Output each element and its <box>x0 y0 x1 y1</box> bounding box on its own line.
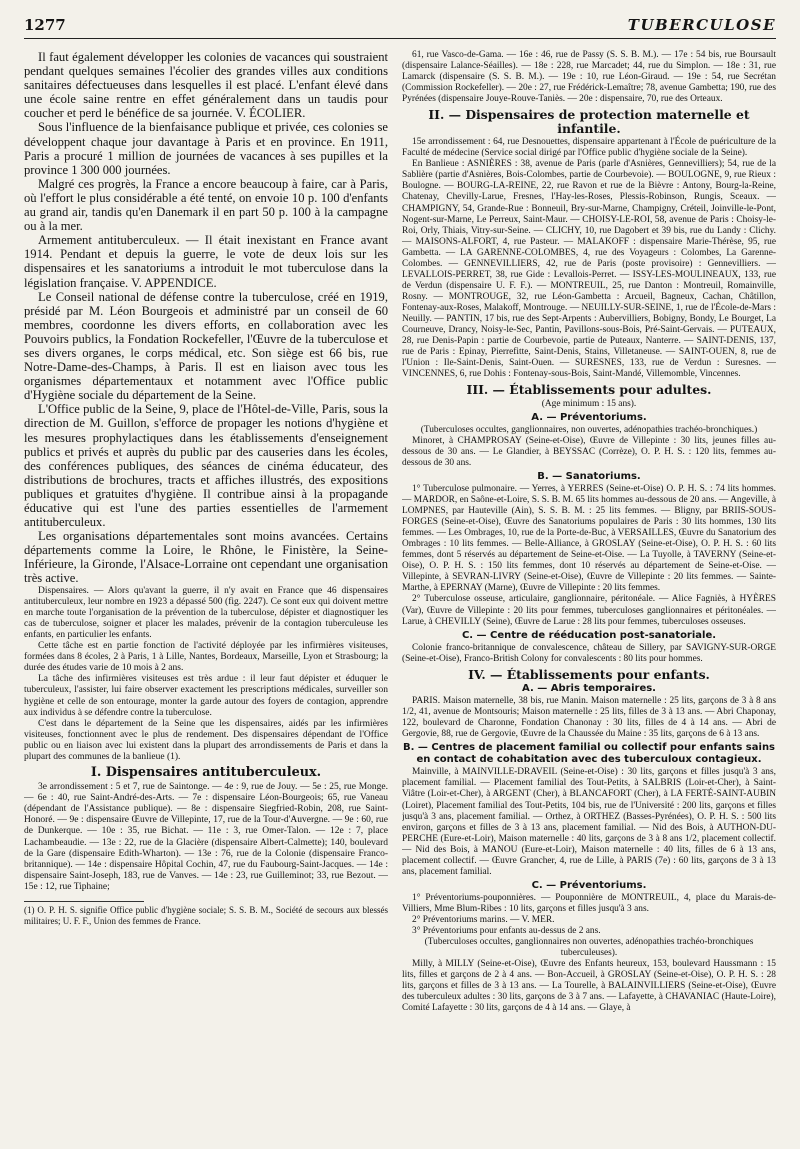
paragraph: Les organisations départementales sont moins avancées. Certains départements comme la Loire, le Rhône, le Finistère, la Seine-Inférieure, la Gironde, l'Alsace-Lorraine ont cependant une organisation très active. <box>24 529 388 586</box>
subsection-heading: C. — Centre de rééducation post-sanatoriale. <box>461 629 717 641</box>
footnote-divider <box>24 901 144 902</box>
paragraph: Mainville, à MAINVILLE-DRAVEIL (Seine-et-Oise) : 30 lits, garçons et filles jusqu'à 3 ans, placement familial. — Placement familial des Tout-Petits, à SALBRIS (Loir-et-Cher), à Saint-Viâtre (Loir-et-Cher), à ARGENT (Cher), à BLANCAFORT (Cher), à LA FERTÉ-SAINT-AUBIN (Loiret), Placement familial des Tout-Petits, 104 bis, rue de l'Université : 200 lits, garçons et filles jusqu'à 3 ans, placement familial. — Orthez, à ORTHEZ (Basses-Pyrénées), O. P. H. S. : 500 lits environ, garçons et filles de 3 à 13 ans, placement familial. — Nid des Bois, à AUTHON-DU-PERCHE (Eure-et-Loir), Maison maternelle : 40 lits, garçons de 3 à 8 ans 1/2, placement collectif. — Nid des Bois, à MANOU (Eure-et-Loir), Maison maternelle : 40 lits, filles de 6 à 13 ans, placement collectif. — Œuvre Grancher, 4, rue de Lille, à PARIS (7e) : 60 lits, garçons de 3 à 13 ans, placement familial. <box>402 767 776 877</box>
paragraph: Colonie franco-britannique de convalescence, château de Sillery, par SAVIGNY-SUR-ORGE (Seine-et-Oise), Franco-British Colony for convalescents : 80 lits pour hommes. <box>402 642 776 664</box>
page-header <box>24 14 776 39</box>
paragraph: 2° Tuberculose osseuse, articulaire, ganglionnaire, péritonéale. — Alice Fagniès, à HYÈRES (Var), Œuvre de Villepinte : 20 lits pour femmes, tuberculoses ganglionnaires et péritonéales. — Larue, à CHEVILLY (Seine), Œuvre de Larue : 28 lits pour femmes, tuberculoses osseuses. <box>402 594 776 627</box>
section-heading: II. — Dispensaires de protection maternelle et infantile. <box>428 107 750 136</box>
paragraph: 3e arrondissement : 5 et 7, rue de Saintonge. — 4e : 9, rue de Jouy. — 5e : 25, rue Monge. — 6e : 40, rue Saint-André-des-Arts. — 7e : dispensaire Léon-Bourgeois; 65, rue Vaneau (dépendant de l'Assistance publique). — 8e : dispensaire Siegfried-Robin, 208, rue Saint-Honoré. — 9e : dispensaire Œuvre de Villepinte, 17, rue de la Tour-d'Auvergne. — 9e : 60, rue de Dunkerque. — 10e : 35, rue Bichat. — 11e : 3, rue Omer-Talon. — 12e : 7, place Lachambeaudie. — 13e : 22, rue de la Glacière (dispensaire Albert-Calmette); 140, boulevard de la Gare (dispensaire Edith-Wharton). — 13e : 76, rue de la Colonie (dispensaire Franco-britannique). — 14e : dispensaire Hôpital Cochin, 47, rue du Faubourg-Saint-Jacques. — 14e : dispensaire Saint-Joseph, 183, rue de Vanves. — 14e : 23, rue Guilleminot; 33, rue Bezout. — 15e : 12, rue Tiphaine; <box>24 782 388 892</box>
subsection-heading: B. — Sanatoriums. <box>537 471 641 482</box>
paragraph: 61, rue Vasco-de-Gama. — 16e : 46, rue de Passy (S. S. B. M.). — 17e : 54 bis, rue Boursault (dispensaire Lalance-Séailles). — 18e : 228, rue Marcadet; 44, rue du Simplon. — 18e : 31, rue Lamarck (dispensaire (S. S. B. M.). — 19e : 10, rue Léon-Giraud. — 19e : 54, rue Secrétan (Commission Rockefeller). — 20e : 27, rue Frédérick-Lemaître; 78, avenue Gambetta; 190, rue des Pyrénées (dispensaire Jouye-Rouve-Taniès. — 20e : dispensaire, 70, rue des Orteaux. <box>402 50 776 105</box>
subsection-heading: A. — Abris temporaires. <box>522 683 656 695</box>
subsection-heading: C. — Préventoriums. <box>531 879 647 891</box>
paragraph: Le Conseil national de défense contre la tuberculose, créé en 1919, présidé par M. Léon Bourgeois et administré par un conseil de 60 membres, coordonne les divers efforts, en collaboration avec les Pouvoirs publics, la Fondation Rockefeller, l'Œuvre de la tuberculose et ses divers organes, le corps médical, etc. Son siège est 66 bis, rue Notre-Dame-des-Champs, à Paris. Il est en liaison avec tous les organismes départementaux et notamment avec l'Office public d'Hygiène sociale du département de la Seine. <box>24 289 388 403</box>
paragraph: 2° Préventoriums marins. — V. MER. <box>412 914 555 925</box>
subsection-heading: B. — Centres de placement familial ou collectif pour enfants sains en contact de cohabitation avec des tuberculoux contagieux. <box>402 742 776 766</box>
section-note: (Tuberculoses occultes, ganglionnaires non ouvertes, adénopathies trachéo-bronchiques tuberculeuses). <box>424 937 754 959</box>
paragraph: Milly, à MILLY (Seine-et-Oise), Œuvre des Enfants heureux, 153, boulevard Haussmann : 15 lits, filles et garçons de 2 à 4 ans. — Bon-Accueil, à GROSLAY (Seine-et-Oise), O. P. H. S. : 28 lits, garçons et filles de 3 à 13 ans. — La Tourelle, à BALAINVILLIERS (Seine-et-Oise), Œuvre des tuberculeux adultes : 30 lits, garçons de 3 à 7 ans. — Lafayette, à CHAVANIAC (Haute-Loire), Comité Lafayette : 30 lits, garçons de 4 à 14 ans. — Glaye, à <box>402 959 776 1014</box>
paragraph: 15e arrondissement : 64, rue Desnouettes, dispensaire appartenant à l'École de puériculture de la Faculté de médecine (Service social dirigé par l'Office public d'hygiène sociale de la Seine). <box>402 137 776 159</box>
paragraph: Malgré ces progrès, la France a encore beaucoup à faire, car à Paris, où l'effort le plus considérable a été tenté, on envoie 10 p. 100 d'enfants au grand air, tandis qu'en Danemark il en part 50 p. 100 à la campagne ou à la mer. <box>24 176 388 234</box>
subsection-heading: A. — Préventoriums. <box>531 411 647 423</box>
section-heading: III. — Établissements pour adultes. <box>466 382 712 398</box>
paragraph: Sous l'influence de la bienfaisance publique et privée, ces colonies se développent chaque jour davantage à Paris et en province. En 1911, Paris a procuré 1 million de journées de vacances à ses pupilles et la province 1 300 000 journées. <box>24 120 388 177</box>
paragraph: C'est dans le département de la Seine que les dispensaires, aidés par les infirmières visiteuses, fonctionnent avec le plus de rendement. Des dispensaires dépendant de l'Office public ou en liaison avec lui existent dans la plupart des arrondissements de Paris et dans la plupart des communes de la banlieue (1). <box>24 718 388 762</box>
left-column <box>24 50 388 1142</box>
paragraph: Minoret, à CHAMPROSAY (Seine-et-Oise), Œuvre de Villepinte : 30 lits, jeunes filles au-dessous de 30 ans. — Le Glandier, à BEYSSAC (Corrèze), O. P. H. S. : 120 lits, femmes au-dessous de 30 ans. <box>402 435 776 468</box>
right-column <box>402 50 776 1142</box>
paragraph: PARIS. Maison maternelle, 38 bis, rue Manin. Maison maternelle : 25 lits, garçons de 3 à 8 ans 1/2, 41, avenue de Montsouris; Maison maternelle : 25 lits, filles de 3 à 13 ans. — Abri Chaponay, 122, boulevard de Charonne, Fondation Chanonay : 30 lits, filles de 4 à 14 ans. — Abri de Gergovie, 88, rue de Gergovie, Œuvre de la Chaussée du Maine : 35 lits, garçons de 6 à 13 ans. <box>402 696 776 740</box>
paragraph: La tâche des infirmières visiteuses est très ardue : il leur faut dépister et éduquer le tuberculeux, l'assister, lui faire observer exactement les prescriptions médicales, surveiller son hygiène et celle de son entourage, monter la garde autour des foyers de contagion, apprendre aux individus à se défendre contre la tuberculose. <box>24 674 388 718</box>
section-note: (Tuberculoses occultes, ganglionnaires, non ouvertes, adénopathies trachéo-bronchiques.) <box>420 424 758 435</box>
footnote: (1) O. P. H. S. signifie Office public d'hygiène sociale; S. S. B. M., Société de secours aux blessés militaires; U. F. F., Union des femmes de France. <box>24 905 388 926</box>
page-number: 1277 <box>24 16 66 34</box>
paragraph: Il faut également développer les colonies de vacances qui soustraient pendant quelques semaines l'écolier des grandes villes aux conditions sanitaires défectueuses dans lesquelles il est placé. L'enfant élevé dans une école saine rentre en effet généralement dans un taudis pour coucher et perd le bénéfice de sa journée. V. ÉCOLIER. <box>24 50 388 121</box>
running-title: TUBERCULOSE <box>627 16 776 34</box>
section-heading: IV. — Établissements pour enfants. <box>468 666 710 682</box>
paragraph: Dispensaires. — Alors qu'avant la guerre, il n'y avait en France que 46 dispensaires antituberculeux, leur nombre en 1923 a dépassé 500 (fig. 2247). Ce sont eux qui doivent mettre en marche toute l'organisation de la prévention de la tuberculose, dépister et diagnostiquer les cas de tuberculose, soigner et placer les malades, prévenir de la contagion tuberculeuse les enfants, en particulier les enfants. <box>24 585 388 640</box>
section-heading: I. Dispensaires antituberculeux. <box>90 765 322 781</box>
paragraph: Cette tâche est en partie fonction de l'activité déployée par les infirmières visiteuses, formées dans 8 écoles, 2 à Paris, 1 à Lille, Nantes, Bordeaux, Marseille, Lyon et Strasbourg; la durée des études varie de 10 mois à 2 ans. <box>24 641 388 674</box>
paragraph: L'Office public de la Seine, 9, place de l'Hôtel-de-Ville, Paris, sous la direction de M. Guillon, s'efforce de propager les notions d'hygiène et les mesures prophylactiques dans les établissements d'enseignement publics et privés et auprès du public par des causeries dans les écoles, des conférences publiques, des séances de cinéma éducateur, des distributions de brochures, tracts et affiches illustrés, des expositions publiques et gratuites d'hygiène. Il contribue ainsi à la propagande éducative qui est l'une des parties essentielles de l'armement antituberculeux. <box>24 402 388 530</box>
paragraph: 3° Préventoriums pour enfants au-dessus de 2 ans. <box>412 926 601 936</box>
paragraph: 1° Tuberculose pulmonaire. — Yerres, à YERRES (Seine-et-Oise) O. P. H. S. : 74 lits hommes. — MARDOR, en Saône-et-Loire, S. S. B. M. 65 lits hommes au-dessous de 20 ans. — Angeville, à LOMPNES, par Hauteville (Ain), S. S. B. M. : 25 lits femmes. — Bligny, par BRIIS-SOUS-FORGES (Seine-et-Oise), Œuvre des Sanatoriums populaires de Paris : 30 lits hommes, 130 lits femmes. — Les Ombrages, 10, rue de la Porte-de-Buc, à VERSAILLES, Œuvre du Sanatorium des Ombrages : 10 lits femmes. — Belle-Alliance, à GROSLAY (Seine-et-Oise), O. P. H. S. : 60 lits femmes, dont 5 réservés au département de Seine-et-Oise. — La Tuyolle, à TAVERNY (Seine-et-Oise), O. P. H. S. : 150 lits femmes, dont 10 réservés au département de Seine-et-Oise. — Villepinte, à SEVRAN-LIVRY (Seine-et-Oise), Œuvre de Villepinte : 20 lits femmes. — Sainte-Marthe, à EPERNAY (Marne), Œuvre de Villepinte : 20 lits femmes. <box>402 484 776 594</box>
section-note: (Age minimum : 15 ans). <box>541 398 637 409</box>
paragraph: Armement antituberculeux. — Il était inexistant en France avant 1914. Pendant et depuis la guerre, le vote de deux lois sur les dispensaires et les sanatoriums a introduit le mot tuberculose dans la législation française. V. APPENDICE. <box>24 233 388 290</box>
paragraph: 1° Préventoriums-pouponnières. — Pouponnière de MONTREUIL, 4, place du Marais-de-Villiers, Mme Blum-Ribes : 10 lits, garçons et filles jusqu'à 3 ans. <box>402 892 776 914</box>
paragraph: En Banlieue : ASNIÈRES : 38, avenue de Paris (parle d'Asnières, Gennevilliers); 54, rue de la Sablière (partie d'Asnières, Bois-Colombes, partie de Courbevoie). — BOULOGNE, 9, rue Rieux : Boulogne. — BOURG-LA-REINE, 22, rue Ravon et rue de la Bièvre : Antony, Bourg-la-Reine, Chatenay, Chevilly-Larue, Fresnes, l'Hay-les-Roses, Plessis-Robinson, Rungis, Sceaux. — CHAMPIGNY, 54, Grande-Rue : Bonneuil, Bry-sur-Marne, Champigny, Créteil, Joinville-le-Pont, Nogent-sur-Marne, Le Perreux, Saint-Maur. — CHOISY-LE-ROI, 58, avenue de Paris : Choisy-le-Roi, Orly, Thiais, Vitry-sur-Seine. — CLICHY, 10, rue Dagobert et 39 bis, rue du Landy : Clichy. — MAISONS-ALFORT, 4, rue Pasteur. — MALAKOFF : dispensaire Marie-Thérèse, 95, rue Gambetta. — LA GARENNE-COLOMBES, 4, rue des Voyageurs : Colombes, La Garenne-Colombes. — GENNEVILLIERS, 42, rue de Paris (poste provisoire) : Gennevilliers. — LEVALLOIS-PERRET, 38, rue Gide : Levallois-Perret. — ISSY-LES-MOULINEAUX, 133, rue de Verdun (dispensaire U. F. F.). — MONTREUIL, 25, rue Danton : Montreuil, Romainville, Rosny. — MONTROUGE, 32, rue Léon-Gambetta : Arcueil, Bagneux, Cachan, Châtillon, Fontenay-aux-Roses, Malakoff, Montrouge. — NEUILLY-SUR-SEINE, 1, rue de l'École-de-Mars : Neuilly. — PANTIN, 17 bis, rue des Sept-Arpents : Aubervilliers, Bobigny, Bondy, Le Bourget, La Courneuve, Drancy, Noisy-le-Sec, Pantin, Pavillons-sous-Bois, Pré-Saint-Gervais. — PUTEAUX, 28, rue Denis-Papin : partie de Courbevoie, partie de Puteaux, Nanterre. — SAINT-DENIS, 137, rue de Paris : Epinay, Pierrefitte, Saint-Denis, Stains, Villetaneuse. — SAINT-OUEN, 8, rue de l'Union : Ile-Saint-Denis, Saint-Ouen. — SURESNES, 133, rue de Verdun : Suresnes. — VINCENNES, 6, rue Dohis : Fontenay-sous-Bois, Saint-Mandé, Villemomble, Vincennes. <box>402 159 776 380</box>
